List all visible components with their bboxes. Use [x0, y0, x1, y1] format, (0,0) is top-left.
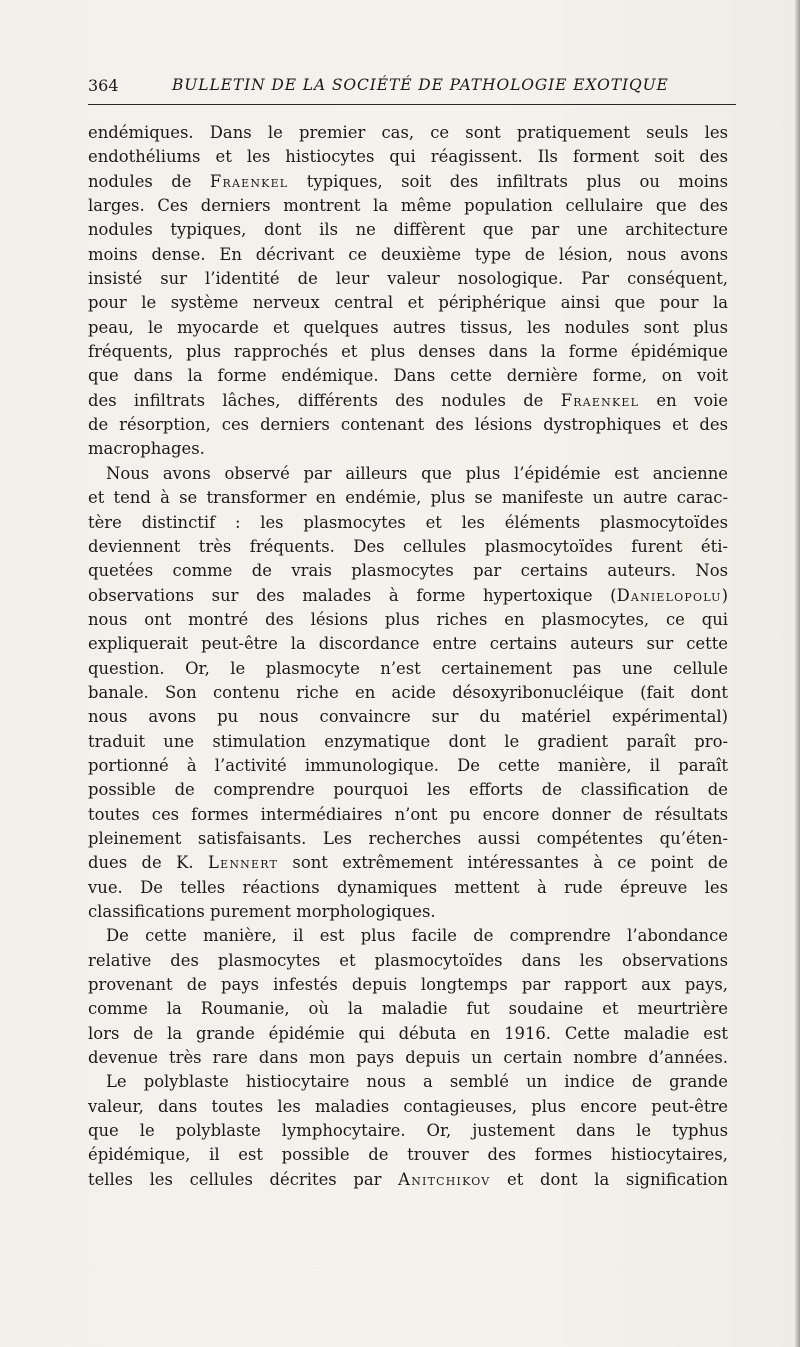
text-segment: macrophages.	[88, 439, 205, 459]
text-line	[88, 584, 728, 608]
text-line	[88, 730, 728, 754]
text-line	[88, 364, 728, 388]
text-line	[88, 267, 728, 291]
text-segment: relative des plasmocytes et plasmocytoïdes dans les observations	[88, 950, 728, 970]
text-segment: possible de comprendre pourquoi les efforts de classification de	[88, 780, 728, 800]
text-segment: telles les cellules décrites par	[88, 1169, 399, 1189]
author-name: Danielopolu	[616, 585, 722, 605]
text-segment: que dans la forme endémique. Dans cette dernière forme, on voit	[88, 366, 728, 386]
text-segment: en voie	[639, 390, 729, 410]
text-line	[88, 876, 728, 900]
text-line	[88, 121, 728, 145]
text-line	[88, 511, 728, 535]
text-segment: observations sur des malades à forme hypertoxique (	[88, 585, 617, 605]
text-line	[88, 462, 728, 486]
running-header	[88, 74, 736, 100]
text-segment: nous ont montré des lésions plus riches en plasmocytes, ce qui	[88, 609, 728, 629]
running-title: BULLETIN DE LA SOCIÉTÉ DE PATHOLOGIE EXOTIQUE	[172, 76, 669, 94]
text-segment: toutes ces formes intermédiaires n’ont pu encore donner de résultats	[88, 804, 728, 824]
author-name: Fraenkel	[209, 171, 289, 191]
text-segment: De cette manière, il est plus facile de comprendre l’abondance	[106, 926, 728, 946]
text-segment: expliquerait peut-être la discordance entre certains auteurs sur cette	[88, 634, 728, 654]
text-segment: valeur, dans toutes les maladies contagieuses, plus encore peut-être	[88, 1096, 728, 1116]
text-segment: tère distinctif : les plasmocytes et les éléments plasmocytoïdes	[88, 512, 728, 532]
text-segment: classifications purement morphologiques.	[88, 902, 436, 921]
text-line	[88, 900, 728, 924]
text-segment: peau, le myocarde et quelques autres tissus, les nodules sont plus	[88, 317, 728, 337]
text-segment: vue. De telles réactions dynamiques mettent à rude épreuve les	[88, 877, 728, 897]
text-line	[88, 243, 728, 267]
text-segment: traduit une stimulation enzymatique dont le gradient paraît pro-	[88, 731, 728, 751]
text-segment: sont extrêmement intéressantes à ce point de	[278, 853, 728, 873]
text-line	[88, 413, 728, 437]
text-segment: de résorption, ces derniers contenant des lésions dystrophiques et des	[88, 415, 728, 435]
text-segment: des infiltrats lâches, différents des nodules de	[88, 390, 561, 410]
text-line	[88, 1119, 728, 1143]
text-segment: insisté sur l’identité de leur valeur nosologique. Par conséquent,	[88, 269, 728, 289]
text-line	[88, 778, 728, 802]
text-line	[88, 949, 728, 973]
text-segment: endémiques. Dans le premier cas, ce sont pratiquement seuls les	[88, 123, 728, 142]
text-segment: nodules typiques, dont ils ne diffèrent que par une architecture	[88, 220, 728, 240]
page-edge-shadow	[794, 0, 800, 1347]
text-line	[88, 681, 728, 705]
text-segment: endothéliums et les histiocytes qui réagissent. Ils forment soit des	[88, 147, 728, 167]
author-name: Lennert	[208, 853, 279, 873]
text-line	[88, 827, 728, 851]
text-segment: moins dense. En décrivant ce deuxième type de lésion, nous avons	[88, 244, 728, 264]
text-segment: quetées comme de vrais plasmocytes par certains auteurs. Nos	[88, 561, 728, 581]
text-line	[88, 340, 728, 364]
text-segment: deviennent très fréquents. Des cellules plasmocytoïdes furent éti-	[88, 536, 728, 556]
text-line	[88, 632, 728, 656]
text-line	[88, 535, 728, 559]
text-segment: Nous avons observé par ailleurs que plus l’épidémie est ancienne	[106, 463, 728, 483]
text-line	[88, 608, 728, 632]
text-line	[88, 437, 728, 461]
text-segment: nodules de	[88, 171, 210, 191]
text-segment: fréquents, plus rapprochés et plus denses dans la forme épidémique	[88, 342, 728, 362]
text-line	[88, 997, 728, 1021]
text-line	[88, 754, 728, 778]
text-line	[88, 316, 728, 340]
text-line	[88, 389, 728, 413]
text-segment: portionné à l’activité immunologique. De cette manière, il paraît	[88, 755, 728, 775]
text-segment: comme la Roumanie, où la maladie fut soudaine et meurtrière	[88, 999, 728, 1019]
text-segment: et tend à se transformer en endémie, plus se manifeste un autre carac-	[88, 488, 728, 508]
text-line	[88, 1070, 728, 1094]
text-segment: et dont la signification	[490, 1169, 728, 1189]
text-line	[88, 486, 728, 510]
text-line	[88, 924, 728, 948]
text-segment: lors de la grande épidémie qui débuta en 1916. Cette maladie est	[88, 1023, 728, 1043]
text-segment: pleinement satisfaisants. Les recherches aussi compétentes qu’éten-	[88, 828, 728, 848]
text-segment: que le polyblaste lymphocytaire. Or, justement dans le typhus	[88, 1121, 728, 1141]
body-text	[88, 121, 728, 1192]
text-line	[88, 1046, 728, 1070]
text-segment: banale. Son contenu riche en acide désoxyribonucléique (fait dont	[88, 682, 728, 702]
text-line	[88, 657, 728, 681]
text-segment: devenue très rare dans mon pays depuis un certain nombre d’années.	[88, 1048, 728, 1068]
text-line	[88, 1022, 728, 1046]
text-line	[88, 1168, 728, 1192]
text-segment: dues de K.	[88, 853, 208, 873]
text-segment: Le polyblaste histiocytaire nous a semblé un indice de grande	[106, 1072, 728, 1092]
header-rule	[88, 104, 736, 105]
text-segment: question. Or, le plasmocyte n’est certainement pas une cellule	[88, 658, 728, 678]
text-segment: nous avons pu nous convaincre sur du matériel expérimental)	[88, 707, 728, 727]
text-line	[88, 194, 728, 218]
text-line	[88, 559, 728, 583]
text-segment: typiques, soit des infiltrats plus ou moins	[288, 171, 728, 191]
text-segment: )	[721, 585, 728, 605]
page-number: 364	[88, 76, 119, 95]
text-segment: pour le système nerveux central et périphérique ainsi que pour la	[88, 293, 728, 313]
text-line	[88, 1143, 728, 1167]
text-segment: larges. Ces derniers montrent la même population cellulaire que des	[88, 196, 728, 216]
text-line	[88, 145, 728, 169]
author-name: Fraenkel	[560, 390, 640, 410]
text-line	[88, 973, 728, 997]
text-line	[88, 170, 728, 194]
text-segment: épidémique, il est possible de trouver des formes histiocytaires,	[88, 1145, 728, 1165]
author-name: Anitchikov	[398, 1169, 491, 1189]
text-line	[88, 1095, 728, 1119]
text-line	[88, 291, 728, 315]
text-segment: provenant de pays infestés depuis longtemps par rapport aux pays,	[88, 975, 728, 995]
text-line	[88, 803, 728, 827]
text-line	[88, 218, 728, 242]
text-line	[88, 851, 728, 875]
text-line	[88, 705, 728, 729]
